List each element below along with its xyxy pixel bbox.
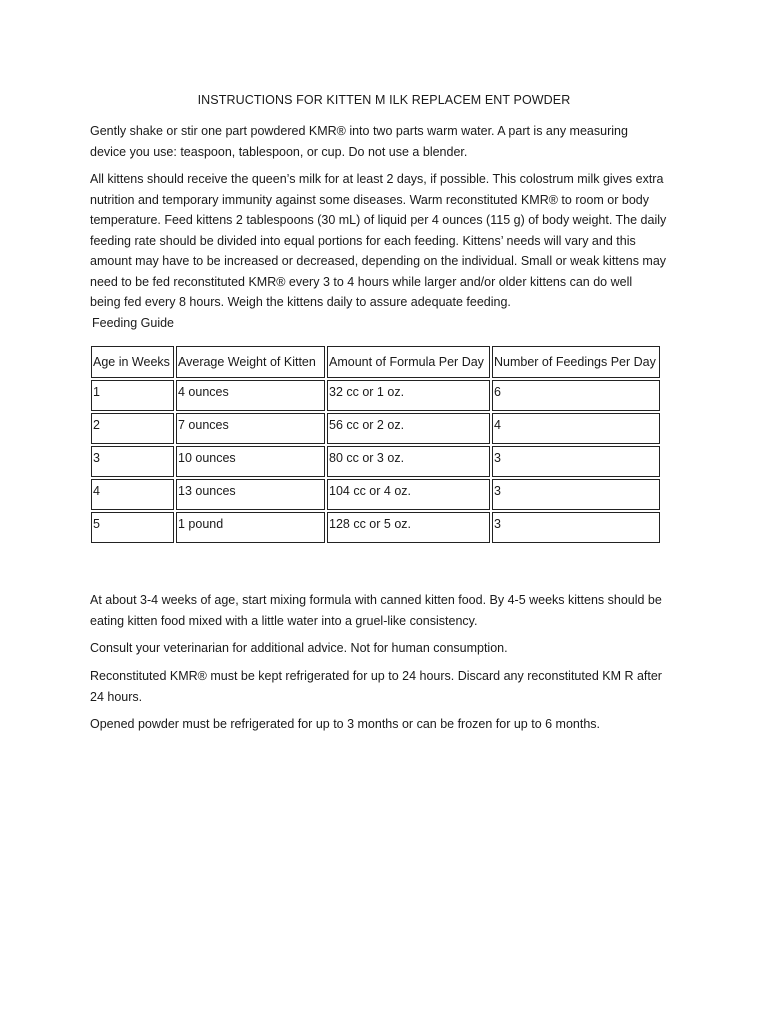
cell-feedings: 3 xyxy=(492,512,660,543)
storage-paragraph xyxy=(90,666,690,707)
feeding-line: need to be fed reconstituted KMR® every 3 to 4 hours while larger and/or older kittens can do well xyxy=(90,274,633,289)
cell-feedings: 4 xyxy=(492,413,660,444)
table-row xyxy=(91,446,660,477)
cell-age: 2 xyxy=(91,413,174,444)
opened-paragraph xyxy=(90,714,690,735)
cell-formula: 32 cc or 1 oz. xyxy=(327,380,490,411)
feeding-line: nutrition and temporary immunity against some diseases. Warm reconstituted KMR® to room or body xyxy=(90,192,649,207)
cell-formula: 104 cc or 4 oz. xyxy=(327,479,490,510)
feeding-paragraph xyxy=(90,169,690,313)
storage-line: Reconstituted KMR® must be kept refrigerated for up to 24 hours. Discard any reconstituted KM R after xyxy=(90,669,662,683)
feeding-line: All kittens should receive the queen’s milk for at least 2 days, if possible. This colostrum milk gives extra xyxy=(90,172,664,186)
storage-line: 24 hours. xyxy=(90,689,143,704)
table-row xyxy=(91,413,660,444)
cell-feedings: 3 xyxy=(492,479,660,510)
mixing-line: At about 3-4 weeks of age, start mixing formula with canned kitten food. By 4-5 weeks kittens should be xyxy=(90,593,662,607)
table-row xyxy=(91,380,660,411)
intro-line: device you use: teaspoon, tablespoon, or cup. Do not use a blender. xyxy=(90,144,468,159)
mixing-line: eating kitten food mixed with a little water into a gruel-like consistency. xyxy=(90,613,478,628)
opened-line: Opened powder must be refrigerated for up to 3 months or can be frozen for up to 6 months. xyxy=(90,717,601,731)
cell-feedings: 3 xyxy=(492,446,660,477)
cell-formula: 128 cc or 5 oz. xyxy=(327,512,490,543)
cell-weight: 4 ounces xyxy=(176,380,325,411)
feeding-line: amount may have to be increased or decreased, depending on the individual. Small or weak kittens may xyxy=(90,254,667,268)
header-weight: Average Weight of Kitten xyxy=(176,346,325,378)
intro-line: Gently shake or stir one part powdered KMR® into two parts warm water. A part is any measuring xyxy=(90,124,628,138)
feeding-guide-label: Feeding Guide xyxy=(92,316,175,330)
header-feedings: Number of Feedings Per Day xyxy=(492,346,660,378)
intro-paragraph xyxy=(90,121,690,162)
mixing-paragraph xyxy=(90,590,690,631)
cell-weight: 13 ounces xyxy=(176,479,325,510)
cell-feedings: 6 xyxy=(492,380,660,411)
cell-weight: 10 ounces xyxy=(176,446,325,477)
consult-line: Consult your veterinarian for additional advice. Not for human consumption. xyxy=(90,641,508,655)
cell-age: 3 xyxy=(91,446,174,477)
document-title: INSTRUCTIONS FOR KITTEN M ILK REPLACEM ENT POWDER xyxy=(197,93,571,107)
cell-formula: 56 cc or 2 oz. xyxy=(327,413,490,444)
cell-formula: 80 cc or 3 oz. xyxy=(327,446,490,477)
table-row xyxy=(91,512,660,543)
feeding-line: feeding rate should be divided into equal portions for each feeding. Kittens’ needs will vary and this xyxy=(90,233,636,248)
feeding-line: temperature. Feed kittens 2 tablespoons (30 mL) of liquid per 4 ounces (115 g) of body weight. The daily xyxy=(90,213,667,227)
cell-weight: 1 pound xyxy=(176,512,325,543)
header-formula: Amount of Formula Per Day xyxy=(327,346,490,378)
cell-age: 1 xyxy=(91,380,174,411)
consult-paragraph xyxy=(90,638,690,659)
cell-age: 4 xyxy=(91,479,174,510)
cell-weight: 7 ounces xyxy=(176,413,325,444)
table-header-row xyxy=(91,346,660,378)
feeding-line: being fed every 8 hours. Weigh the kittens daily to assure adequate feeding. xyxy=(90,295,511,309)
header-age: Age in Weeks xyxy=(91,346,174,378)
feeding-guide-table xyxy=(89,344,662,545)
table-row xyxy=(91,479,660,510)
cell-age: 5 xyxy=(91,512,174,543)
